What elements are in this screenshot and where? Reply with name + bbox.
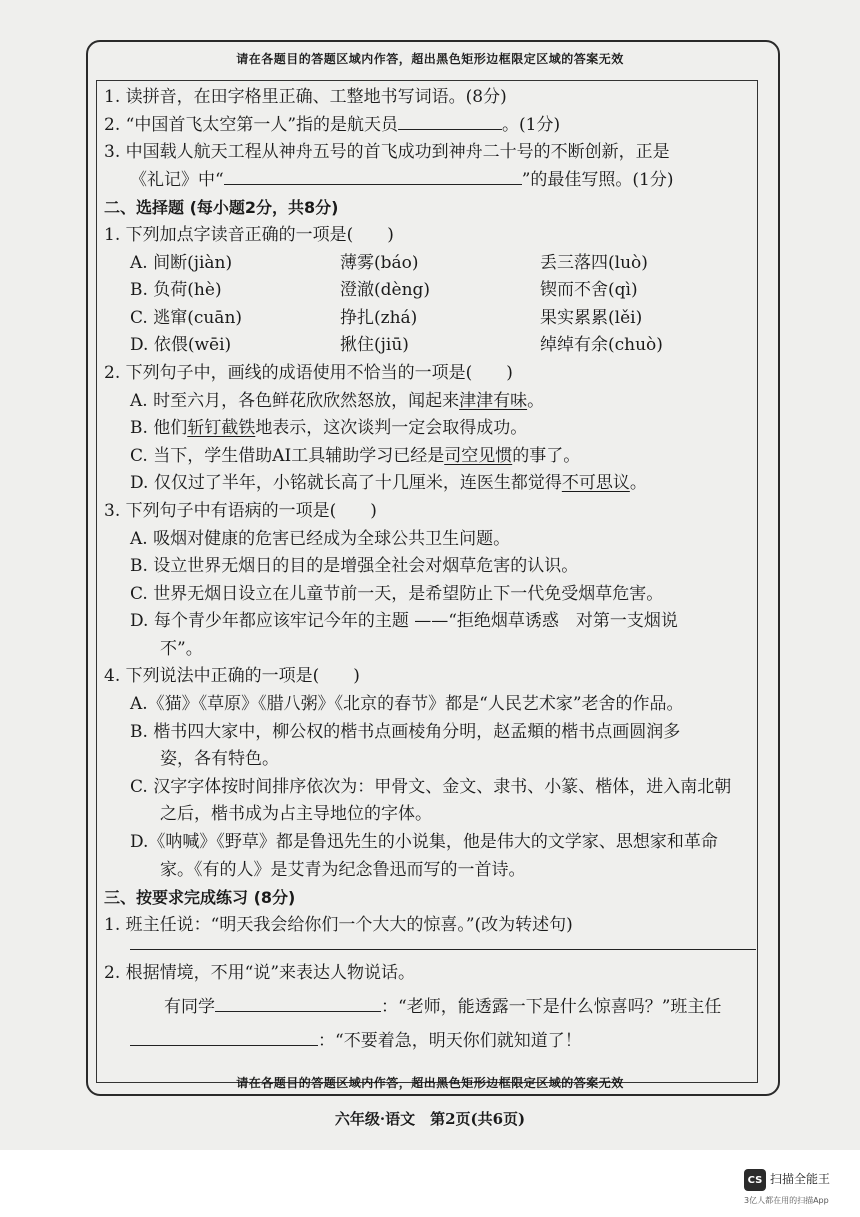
camscanner-logo-icon: CS: [744, 1169, 766, 1191]
exercise-2-line-2: ：“不要着急，明天你们就知道了！: [104, 1028, 759, 1056]
question-1-1: 1. 读拼音，在田字格里正确、工整地书写词语。(8分): [104, 87, 507, 107]
mc-question-4: 4. 下列说法中正确的一项是( ): [104, 666, 360, 687]
mc-question-3: 3. 下列句子中有语病的一项是( ): [104, 500, 377, 521]
answer-area-notice-bottom: 请在各题目的答题区域内作答，超出黑色矩形边框限定区域的答案无效: [236, 1076, 624, 1090]
answer-blank[interactable]: [398, 113, 502, 130]
option-b[interactable]: B. 他们斩钉截铁地表示，这次谈判一定会取得成功。: [130, 418, 528, 439]
underlined-idiom: 斩钉截铁: [187, 418, 256, 439]
page-footer: 六年级·语文 第2页(共6页): [334, 1110, 526, 1128]
answer-area-notice-top: 请在各题目的答题区域内作答，超出黑色矩形边框限定区域的答案无效: [236, 52, 624, 66]
answer-line[interactable]: [130, 939, 756, 950]
underlined-idiom: 津津有味: [459, 390, 528, 411]
mc-question-2: 2. 下列句子中，画线的成语使用不恰当的一项是( ): [104, 362, 513, 383]
exercise-1: 1. 班主任说：“明天我会给你们一个大大的惊喜。”(改为转述句): [104, 914, 573, 935]
exam-content: [104, 84, 759, 1055]
exercise-2: 2. 根据情境，不用“说”来表达人物说话。: [104, 963, 416, 984]
camscanner-tagline: 3亿人都在用的扫描App: [744, 1196, 829, 1205]
option-d[interactable]: D. 每个青少年都应该牢记今年的主题 ——“拒绝烟草诱惑 对第一支烟说: [130, 611, 678, 632]
option-row-b[interactable]: B. 负荷(hè) 澄澈(dèng) 锲而不舍(qì): [130, 280, 638, 301]
option-d-cont: 家。《有的人》是艾青为纪念鲁迅而写的一首诗。: [160, 859, 526, 880]
question-1-3: 3. 中国载人航天工程从神舟五号的首飞成功到神舟二十号的不断创新，正是: [104, 142, 670, 163]
option-a[interactable]: A.《猫》《草原》《腊八粥》《北京的春节》都是“人民艺术家”老舍的作品。: [130, 694, 684, 715]
option-d[interactable]: D. 仅仅过了半年，小铭就长高了十几厘米，连医生都觉得不可思议。: [130, 473, 647, 494]
option-c[interactable]: C. 汉字字体按时间排序依次为：甲骨文、金文、隶书、小篆、楷体，进入南北朝: [130, 776, 732, 797]
option-a[interactable]: A. 吸烟对健康的危害已经成为全球公共卫生问题。: [130, 528, 511, 549]
option-b-cont: 姿，各有特色。: [160, 749, 279, 770]
option-d[interactable]: D.《呐喊》《野草》都是鲁迅先生的小说集，他是伟大的文学家、思想家和革命: [130, 832, 718, 853]
option-a[interactable]: A. 时至六月，各色鲜花欣欣然怒放，闻起来津津有味。: [130, 390, 545, 411]
exercise-2-line-1: 有同学 ：“老师，能透露一下是什么惊喜吗？”班主任: [164, 997, 722, 1017]
section-3-title: 三、按要求完成练习 (8分): [104, 888, 296, 908]
section-2-title: 二、选择题 (每小题2分，共8分): [104, 198, 339, 218]
question-1-3-cont: 《礼记》中“ ”的最佳写照。(1分): [130, 169, 674, 190]
option-c-cont: 之后，楷书成为占主导地位的字体。: [160, 804, 432, 825]
option-row-a[interactable]: A. 间断(jiàn) 薄雾(báo) 丢三落四(luò): [130, 252, 648, 273]
option-row-d[interactable]: D. 依偎(wēi) 揪住(jiū) 绰绰有余(chuò): [130, 335, 663, 356]
option-c[interactable]: C. 当下，学生借助AI工具辅助学习已经是司空见惯的事了。: [130, 445, 581, 466]
answer-blank[interactable]: [224, 168, 522, 185]
camscanner-name: 扫描全能王: [770, 1172, 831, 1186]
answer-blank[interactable]: [215, 995, 381, 1012]
option-b[interactable]: B. 楷书四大家中，柳公权的楷书点画棱角分明，赵孟頫的楷书点画圆润多: [130, 721, 681, 742]
option-c[interactable]: C. 世界无烟日设立在儿童节前一天，是希望防止下一代免受烟草危害。: [130, 583, 664, 604]
question-1-2: 2. “中国首飞太空第一人”指的是航天员 。(1分): [104, 114, 561, 135]
answer-blank[interactable]: [130, 1029, 318, 1046]
option-b[interactable]: B. 设立世界无烟日的目的是增强全社会对烟草危害的认识。: [130, 556, 579, 577]
underlined-idiom: 不可思议: [561, 473, 630, 494]
option-row-c[interactable]: C. 逃窜(cuān) 挣扎(zhá) 果实累累(lěi): [130, 307, 643, 328]
mc-question-1: 1. 下列加点字读音正确的一项是( ): [104, 224, 394, 245]
underlined-idiom: 司空见惯: [444, 445, 513, 466]
option-d-cont: 不”。: [160, 638, 203, 659]
